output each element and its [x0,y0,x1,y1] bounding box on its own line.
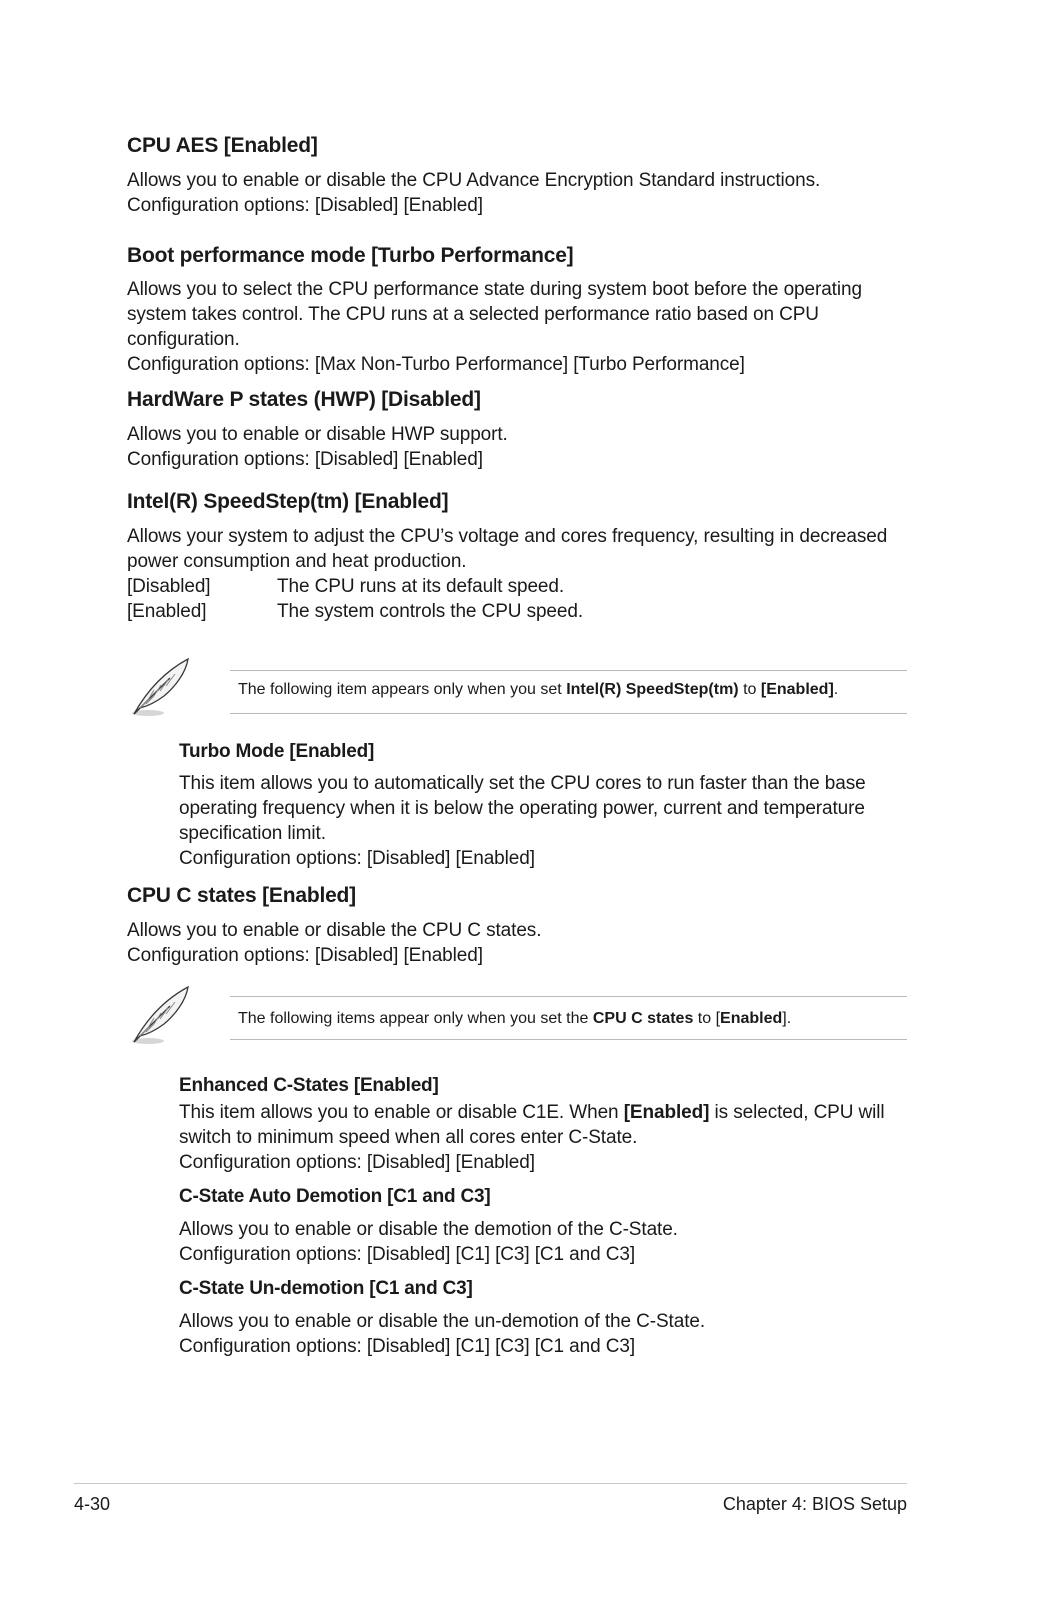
note-text: ]. [782,1010,792,1027]
text-line: Configuration options: [Disabled] [Enabled] [179,1152,535,1173]
note-text: The following items appear only when you set the [238,1010,593,1027]
note-text: to [738,681,761,698]
text-line: Allows you to select the CPU performance state during system boot before the operating [127,279,862,300]
c-states-heading: CPU C states [Enabled] [127,884,356,907]
text-line: This item allows you to automatically set the CPU cores to run faster than the base [179,773,866,794]
note-bold: Intel(R) SpeedStep(tm) [566,681,739,698]
text-line: power consumption and heat production. [127,551,467,572]
enhanced-c-states-desc [179,1100,885,1175]
text-line: Configuration options: [Max Non-Turbo Performance] [Turbo Performance] [127,354,745,375]
text-line: Allows you to enable or disable the demotion of the C-State. [179,1219,678,1240]
note-speedstep [238,681,838,699]
note-top-rule [230,996,907,997]
text-line: Configuration options: [Disabled] [Enabled] [127,195,483,216]
note-bottom-rule [230,1039,907,1040]
boot-perf-heading: Boot performance mode [Turbo Performance] [127,244,574,267]
feather-quill-icon [126,656,194,720]
text-line: operating frequency when it is below the operating power, current and temperature [179,798,865,819]
undemotion-heading: C-State Un-demotion [C1 and C3] [179,1278,473,1299]
feather-quill-icon [126,984,194,1048]
text-line: Configuration options: [Disabled] [Enabled] [127,449,483,470]
text-line: Configuration options: [Disabled] [Enabled] [179,848,535,869]
text-line: Allows you to enable or disable HWP support. [127,424,508,445]
cpu-aes-desc [127,168,820,218]
page-number: 4-30 [74,1494,111,1514]
speedstep-heading: Intel(R) SpeedStep(tm) [Enabled] [127,490,449,513]
note-text: to [ [693,1010,721,1027]
cpu-aes-heading: CPU AES [Enabled] [127,134,318,157]
text-line: Allows you to enable or disable the CPU C states. [127,920,542,941]
text-line: specification limit. [179,823,326,844]
option-row [127,574,887,599]
hwp-desc [127,422,508,472]
text-line: switch to minimum speed when all cores enter C-State. [179,1127,638,1148]
text-line: Allows your system to adjust the CPU’s voltage and cores frequency, resulting in decreased [127,526,888,547]
undemotion-desc [179,1309,705,1359]
note-top-rule [230,670,907,671]
boot-perf-desc [127,277,862,377]
text-bold: [Enabled] [623,1102,710,1123]
note-bold: Enabled [720,1010,783,1027]
c-states-desc [127,918,541,968]
text-line: system takes control. The CPU runs at a selected performance ratio based on CPU [127,304,819,325]
footer-rule [74,1483,907,1484]
note-c-states [238,1010,791,1028]
turbo-mode-heading: Turbo Mode [Enabled] [179,741,375,762]
text-run: is selected, CPU will [709,1102,885,1123]
text-line: Configuration options: [Disabled] [C1] [C3] [C1 and C3] [179,1244,636,1265]
note-bold: [Enabled] [760,681,834,698]
enhanced-c-states-heading: Enhanced C-States [Enabled] [179,1075,439,1096]
option-key: [Enabled] [127,601,207,622]
note-bottom-rule [230,713,907,714]
auto-demotion-desc [179,1217,678,1267]
auto-demotion-heading: C-State Auto Demotion [C1 and C3] [179,1186,491,1207]
note-text: . [833,681,839,698]
text-line: configuration. [127,329,240,350]
chapter-title: Chapter 4: BIOS Setup [722,1494,907,1514]
text-run: This item allows you to enable or disable C1E. When [179,1102,624,1123]
turbo-mode-desc [179,771,866,871]
option-desc: The system controls the CPU speed. [277,601,584,622]
text-line: Configuration options: [Disabled] [Enabled] [127,945,483,966]
option-row [127,599,887,624]
option-desc: The CPU runs at its default speed. [277,576,565,597]
text-line: Allows you to enable or disable the CPU Advance Encryption Standard instructions. [127,170,821,191]
option-key: [Disabled] [127,576,211,597]
note-text: The following item appears only when you set [238,681,567,698]
note-bold: CPU C states [592,1010,694,1027]
speedstep-desc [127,524,887,624]
hwp-heading: HardWare P states (HWP) [Disabled] [127,388,481,411]
text-line [179,1100,885,1125]
text-line: Allows you to enable or disable the un-demotion of the C-State. [179,1311,706,1332]
text-line: Configuration options: [Disabled] [C1] [C3] [C1 and C3] [179,1336,636,1357]
